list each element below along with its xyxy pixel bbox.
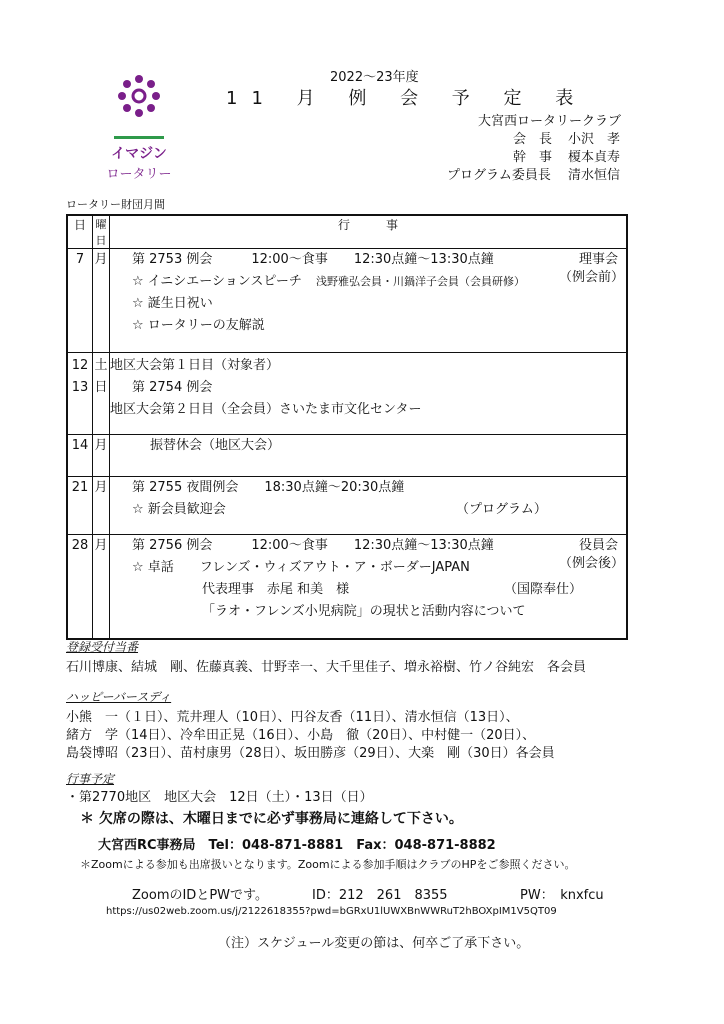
event-line: 代表理事 赤尾 和美 様	[202, 582, 350, 597]
officer-role-president: 会 長	[513, 132, 553, 147]
row-weekday: 月	[94, 438, 108, 453]
row-weekday: 日	[94, 380, 108, 395]
logo-green-bar	[114, 136, 164, 139]
header-weekday: 曜日	[93, 215, 110, 249]
row-day: 21	[71, 480, 89, 495]
officer-role-program: プログラム委員長	[447, 168, 551, 183]
fiscal-year: 2022～23年度	[330, 70, 419, 85]
flower-icon	[104, 70, 174, 130]
table-row	[67, 477, 627, 535]
event-line: ☆ 誕生日祝い	[132, 296, 213, 311]
month-theme: ロータリー財団月間	[66, 198, 165, 211]
logo-text-imagine: イマジン	[111, 146, 167, 162]
imagine-rotary-logo	[104, 70, 174, 180]
officer-meeting-timing: （例会後）	[558, 556, 624, 571]
event-line: 第 2755 夜間例会 18:30点鐘～20:30点鐘	[132, 480, 405, 495]
zoom-label: ZoomのIDとPWです。	[132, 888, 268, 903]
birthday-line: 小熊 一（１日）、荒井理人（10日）、円谷友香（11日）、清水恒信（13日）、	[66, 710, 519, 725]
birthday-line: 島袋博昭（23日）、苗村康男（28日）、坂田勝彦（29日）、大楽 剛（30日）各会員	[66, 746, 555, 761]
absence-notice: ＊ 欠席の際は、木曜日までに必ず事務局に連絡して下さい。	[80, 811, 463, 827]
birthday-title: ハッピーバースディ	[66, 690, 172, 704]
events-line: ・第2770地区 地区大会 12日（土）・13日（日）	[66, 790, 373, 805]
reception-title: 登録受付当番	[66, 640, 139, 654]
zoom-url[interactable]: https://us02web.zoom.us/j/2122618355?pwd=bGRxU1lUWXBnWWRuT2hBOXpIM1V5QT09	[106, 906, 557, 917]
row-day: 28	[71, 538, 89, 553]
intl-service-note: （国際奉仕）	[503, 582, 582, 597]
table-row	[67, 535, 627, 639]
reception-members: 石川博康、結城 剛、佐藤真義、廿野幸一、大千里佳子、増永裕樹、竹ノ谷純宏 各会員	[66, 660, 587, 675]
row-weekday: 月	[94, 480, 108, 495]
footer-note: （注）スケジュール変更の節は、何卒ご了承下さい。	[218, 936, 530, 951]
row-weekday: 土	[94, 358, 108, 373]
officer-name-president: 小沢 孝	[568, 132, 621, 147]
event-line: 第 2754 例会	[132, 380, 213, 395]
event-line: ☆ ロータリーの友解説	[132, 318, 265, 333]
club-name: 大宮西ロータリークラブ	[478, 114, 622, 129]
event-line: 地区大会第２日目（全会員）さいたま市文化センター	[110, 402, 422, 417]
row-day: 12	[71, 358, 89, 373]
table-header-row	[67, 215, 627, 249]
events-title: 行事予定	[66, 772, 115, 786]
speech-detail: 浅野雅弘会員・川鍋洋子会員（会員研修）	[315, 275, 525, 288]
zoom-pw: PW： knxfcu	[520, 888, 604, 903]
table-row	[67, 249, 627, 353]
program-note: （プログラム）	[456, 502, 547, 517]
row-day: 13	[71, 380, 89, 395]
table-row	[67, 353, 627, 435]
header-day: 日	[67, 215, 93, 249]
event-line: ☆ 卓話 フレンズ・ウィズアウト・ア・ボーダーJAPAN	[132, 560, 470, 575]
event-line	[110, 271, 626, 293]
event-line: 「ラオ・フレンズ小児病院」の現状と活動内容について	[202, 604, 526, 619]
office-contact: 大宮西RC事務局 Tel：048-871-8881 Fax：048-871-8882	[98, 838, 496, 853]
event-line: ☆ 新会員歓迎会	[132, 502, 226, 517]
officer-name-secretary: 榎本貞寿	[568, 150, 621, 165]
event-line: 振替休会（地区大会）	[150, 438, 281, 453]
row-weekday: 月	[94, 252, 108, 267]
row-day: 7	[75, 252, 85, 267]
logo-text-rotary: ロータリー	[106, 167, 172, 182]
zoom-id: ID：212 261 8355	[312, 888, 448, 903]
row-day: 14	[71, 438, 89, 453]
schedule-table	[66, 214, 628, 640]
birthday-line: 緒方 学（14日）、冷牟田正晃（16日）、小島 徹（20日）、中村健一（20日）、	[66, 728, 536, 743]
header-events: 行 事	[110, 215, 628, 249]
event-line: 第 2753 例会 12:00～食事 12:30点鐘～13:30点鐘	[132, 252, 494, 267]
event-line: 地区大会第１日目（対象者）	[110, 358, 280, 373]
event-line: 第 2756 例会 12:00～食事 12:30点鐘～13:30点鐘	[132, 538, 494, 553]
officer-role-secretary: 幹 事	[513, 150, 553, 165]
page-title: 11 月 例 会 予 定 表	[226, 88, 588, 109]
row-weekday: 月	[94, 538, 108, 553]
board-meeting-timing: （例会前）	[558, 270, 624, 285]
table-row	[67, 435, 627, 477]
event-item: ☆ イニシエーションスピーチ	[132, 274, 302, 289]
officer-meeting-label: 役員会	[578, 538, 618, 553]
officer-name-program: 清水恒信	[568, 168, 621, 183]
board-meeting-label: 理事会	[578, 252, 618, 267]
zoom-attendance-note: ＊Zoomによる参加も出席扱いとなります。Zoomによる参加手順はクラブのHPをご参照ください。	[80, 858, 576, 871]
